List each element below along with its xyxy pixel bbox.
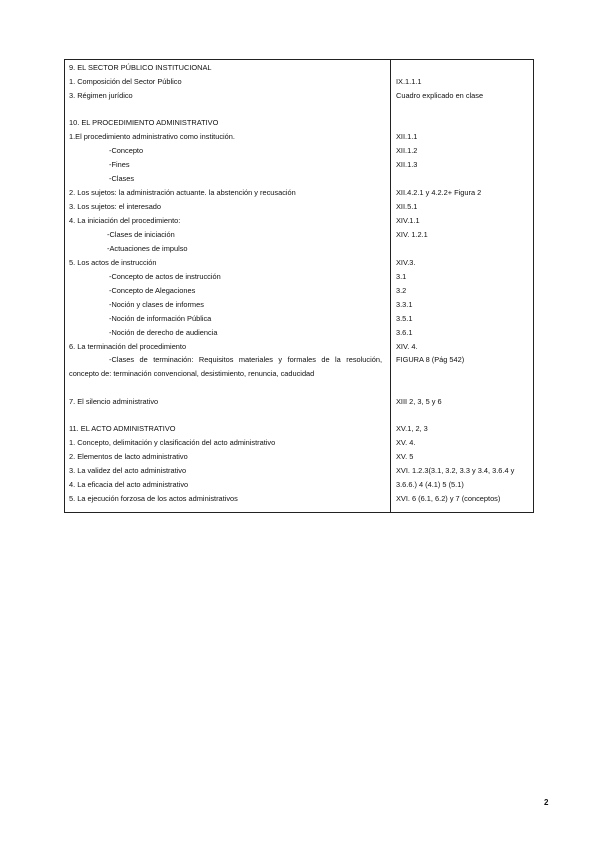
table-row bbox=[65, 493, 533, 505]
topic-cell: -Noción de información Pública bbox=[109, 314, 212, 323]
reference-cell: XII.4.2.1 y 4.2.2+ Figura 2 bbox=[396, 188, 482, 197]
table-row bbox=[65, 229, 533, 241]
reference-cell: XIV. 4. bbox=[396, 342, 418, 351]
reference-cell: XV.1, 2, 3 bbox=[396, 424, 428, 433]
topic-cell: 11. EL ACTO ADMINISTRATIVO bbox=[69, 424, 176, 433]
table-row bbox=[65, 117, 533, 129]
reference-cell: XIV. 1.2.1 bbox=[396, 230, 428, 239]
table-row bbox=[65, 285, 533, 297]
table-row bbox=[65, 215, 533, 227]
reference-cell: XII.1.3 bbox=[396, 160, 418, 169]
topic-cell: 1. Composición del Sector Público bbox=[69, 77, 182, 86]
table-row bbox=[65, 451, 533, 463]
topic-cell: 10. EL PROCEDIMIENTO ADMINISTRATIVO bbox=[69, 118, 219, 127]
reference-cell: 3.6.1 bbox=[396, 328, 413, 337]
topic-cell: 3. La validez del acto administrativo bbox=[69, 466, 187, 475]
topic-cell: -Fines bbox=[109, 160, 130, 169]
table-row bbox=[65, 90, 533, 102]
topic-cell: 5. Los actos de instrucción bbox=[69, 258, 157, 267]
table-row bbox=[65, 465, 533, 477]
topic-cell: 4. La eficacia del acto administrativo bbox=[69, 480, 189, 489]
topic-cell: -Actuaciones de impulso bbox=[107, 244, 188, 253]
table-row bbox=[65, 423, 533, 435]
table-row bbox=[65, 201, 533, 213]
topic-cell: 2. Los sujetos: la administración actuante. la abstención y recusación bbox=[69, 188, 296, 197]
table-row bbox=[65, 76, 533, 88]
table-row bbox=[65, 353, 533, 395]
reference-cell: XV. 4. bbox=[396, 438, 416, 447]
table-row bbox=[65, 187, 533, 199]
reference-cell: 3.3.1 bbox=[396, 300, 413, 309]
table-row bbox=[65, 131, 533, 143]
reference-cell: XV. 5 bbox=[396, 452, 414, 461]
topic-cell: -Concepto de Alegaciones bbox=[109, 286, 196, 295]
topic-cell: -Concepto de actos de instrucción bbox=[109, 272, 221, 281]
topic-cell: 1.El procedimiento administrativo como institución. bbox=[69, 132, 235, 141]
table-row bbox=[65, 437, 533, 449]
table-row bbox=[65, 313, 533, 325]
reference-cell: 3.5.1 bbox=[396, 314, 413, 323]
reference-cell: XIV.3. bbox=[396, 258, 416, 267]
table-row bbox=[65, 62, 533, 74]
table-row bbox=[65, 396, 533, 408]
table-row bbox=[65, 159, 533, 171]
topic-cell: -Concepto bbox=[109, 146, 144, 155]
topic-cell: 2. Elementos de lacto administrativo bbox=[69, 452, 188, 461]
reference-cell: XIV.1.1 bbox=[396, 216, 420, 225]
topic-cell: 9. EL SECTOR PÚBLICO INSTITUCIONAL bbox=[69, 63, 212, 72]
table-row bbox=[65, 271, 533, 283]
topic-cell: 5. La ejecución forzosa de los actos administrativos bbox=[69, 494, 238, 503]
reference-cell: XVI. 6 (6.1, 6.2) y 7 (conceptos) bbox=[396, 494, 501, 503]
reference-cell: Cuadro explicado en clase bbox=[396, 91, 484, 100]
table-row bbox=[65, 173, 533, 185]
page-number: 2 bbox=[544, 798, 549, 807]
table-row bbox=[65, 341, 533, 353]
topic-cell: -Clases de iniciación bbox=[107, 230, 175, 239]
table-row bbox=[65, 243, 533, 255]
topic-cell: -Clases de terminación: Requisitos materiales y formales de la resolución, concepto de: terminación convencional, desistimiento, renuncia, caducidad bbox=[69, 355, 382, 378]
reference-cell: 3.2 bbox=[396, 286, 407, 295]
reference-cell: 3.1 bbox=[396, 272, 407, 281]
table-row bbox=[65, 257, 533, 269]
topic-cell: -Clases bbox=[109, 174, 135, 183]
table-row bbox=[65, 299, 533, 311]
table-row bbox=[65, 145, 533, 157]
reference-cell: IX.1.1.1 bbox=[396, 77, 422, 86]
reference-cell: XII.1.1 bbox=[396, 132, 418, 141]
topic-cell: 7. El silencio administrativo bbox=[69, 397, 159, 406]
topic-cell: 3. Los sujetos: el interesado bbox=[69, 202, 162, 211]
reference-cell: XII.1.2 bbox=[396, 146, 418, 155]
table-row bbox=[65, 327, 533, 339]
topic-cell: 3. Régimen jurídico bbox=[69, 91, 133, 100]
topic-cell: 6. La terminación del procedimiento bbox=[69, 342, 187, 351]
table-row bbox=[65, 479, 533, 491]
reference-cell: XVI. 1.2.3(3.1, 3.2, 3.3 y 3.4, 3.6.4 y bbox=[396, 466, 515, 475]
topic-cell: -Noción y clases de informes bbox=[109, 300, 204, 309]
topic-cell: 4. La iniciación del procedimiento: bbox=[69, 216, 181, 225]
topic-cell: 1. Concepto, delimitación y clasificación del acto administrativo bbox=[69, 438, 276, 447]
reference-cell: FIGURA 8 (Pág 542) bbox=[396, 355, 465, 364]
reference-cell: XIII 2, 3, 5 y 6 bbox=[396, 397, 442, 406]
reference-cell: XII.5.1 bbox=[396, 202, 418, 211]
content-table bbox=[64, 59, 534, 513]
topic-cell: -Noción de derecho de audiencia bbox=[109, 328, 218, 337]
reference-cell: 3.6.6.) 4 (4.1) 5 (5.1) bbox=[396, 480, 464, 489]
